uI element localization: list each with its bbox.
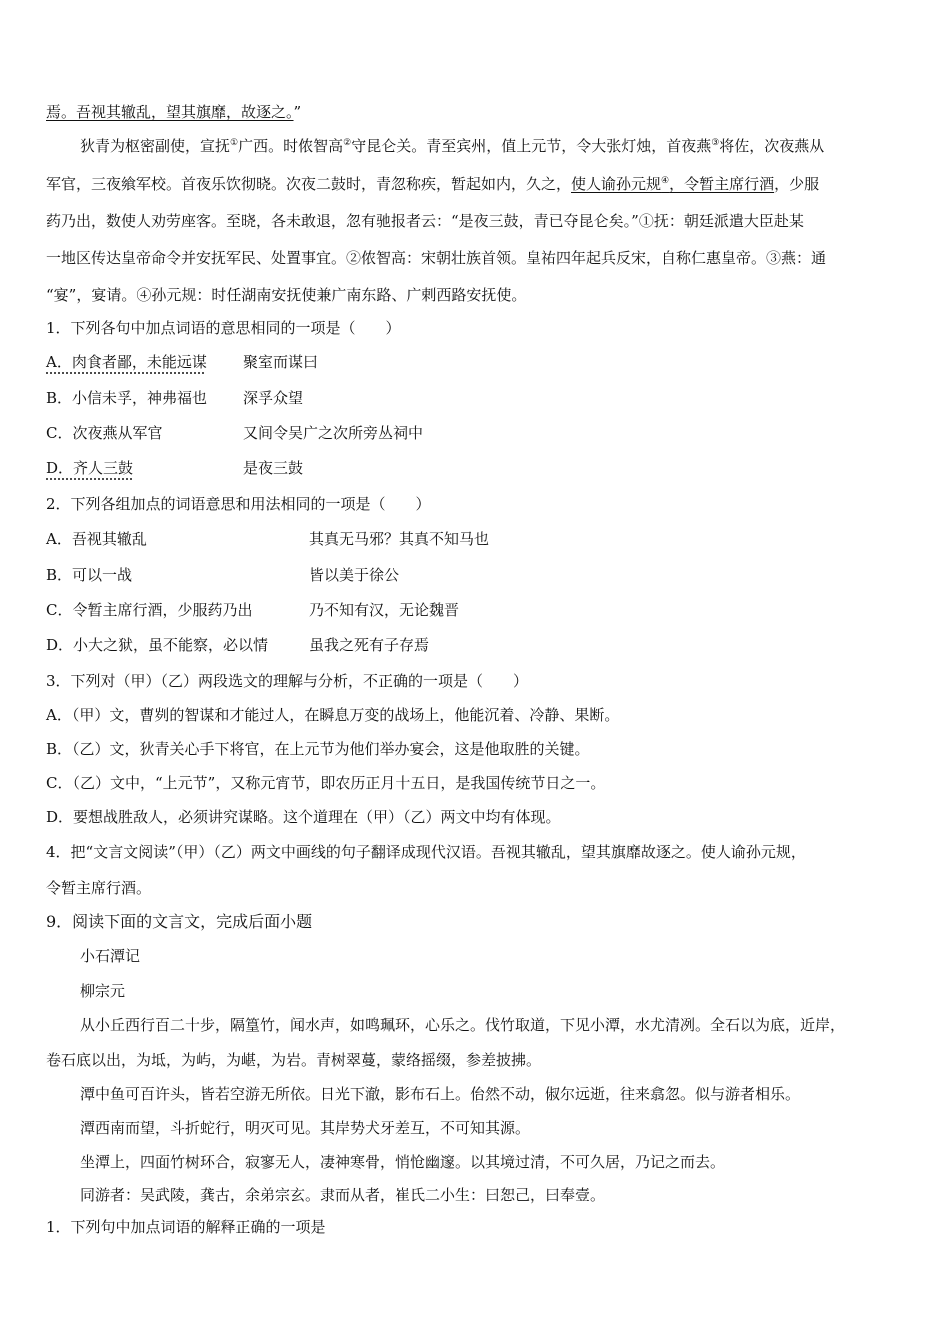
question-stem: 1．下列各句中加点词语的意思相同的一项是（ ） [46,319,401,337]
footnote-marker: ① [230,138,239,148]
text-author: 柳宗元 [80,982,126,1000]
option-d: D．小大之狱，虽不能察，必以情 [46,636,269,654]
option-a-pair: 聚室而谋曰 [243,353,319,371]
passage-line: 卷石底以出，为坻，为屿，为嵁，为岩。青树翠蔓，蒙络摇缀，参差披拂。 [46,1051,542,1069]
passage-line: 潭中鱼可百许头，皆若空游无所依。日光下澈，影布石上。佁然不动，俶尔远逝，往来翕忽。似与游者相乐。 [80,1085,801,1103]
option-c: C．令暂主席行酒，少服药乃出 [46,601,253,619]
option-b-pair: 皆以美于徐公 [309,566,400,584]
passage-line: 坐潭上，四面竹树环合，寂寥无人，凄神寒骨，悄怆幽邃。以其境过清，不可久居，乃记之而去。 [80,1153,726,1171]
option-c: C．（乙）文中，“上元节”，又称元宵节，即农历正月十五日，是我国传统节日之一。 [46,774,606,792]
option-b-pair: 深孚众望 [243,389,304,407]
option-a: A．（甲）文，曹刿的智谋和才能过人，在瞬息万变的战场上，他能沉着、冷静、果断。 [46,706,620,724]
underlined-sentence: 焉。吾视其辙乱，望其旗靡，故逐之。 [46,103,294,121]
option-a: A．吾视其辙乱 [46,530,147,548]
passage-line: 同游者：吴武陵，龚古，余弟宗玄。隶而从者，崔氏二小生：曰恕己，曰奉壹。 [80,1186,606,1204]
question-stem: 3．下列对（甲）（乙）两段选文的理解与分析，不正确的一项是（ ） [46,672,529,690]
passage-line: 狄青为枢密副使，宣抚①广西。时侬智高②守昆仑关。青至宾州，值上元节，令大张灯烛，首夜燕③将佐，次夜燕从 [80,137,825,155]
option-d-pair: 虽我之死有子存焉 [309,636,430,654]
underlined-sentence: 使人谕孙元规④，令暂主席行酒 [571,175,775,193]
passage-line: 军官，三夜飨军校。首夜乐饮彻晓。次夜二鼓时，青忽称疾，暂起如内，久之，使人谕孙元规④，令暂主席行酒，少服 [46,175,820,193]
option-c-pair: 乃不知有汉，无论魏晋 [309,601,460,619]
passage-line: 药乃出，数使人劝劳座客。至晓，各未敢退，忽有驰报者云：“是夜三鼓，青已夺昆仑矣。”①抚：朝廷派遣大臣赴某 [46,212,804,230]
text-title: 小石潭记 [80,947,141,965]
footnote-marker: ④ [661,176,670,186]
option-a-pair: 其真无马邪？其真不知马也 [309,530,490,548]
option-a: A．肉食者鄙，未能远谋 [46,353,207,371]
option-d: D．齐人三鼓 [46,459,134,477]
footnote-line: “宴”，宴请。④孙元规：时任湖南安抚使兼广南东路、广剌西路安抚使。 [46,286,527,304]
option-b: B．（乙）文，狄青关心手下将官，在上元节为他们举办宴会，这是他取胜的关键。 [46,740,590,758]
option-d: D．要想战胜敌人，必须讲究谋略。这个道理在（甲）（乙）两文中均有体现。 [46,808,561,826]
option-c: C．次夜燕从军官 [46,424,163,442]
passage-line: 焉。吾视其辙乱，望其旗靡，故逐之。” [46,103,302,121]
passage-line: 潭西南而望，斗折蛇行，明灭可见。其岸势犬牙差互，不可知其源。 [80,1119,531,1137]
option-c-pair: 又间令吴广之次所旁丛祠中 [243,424,424,442]
passage-line: 从小丘西行百二十步，隔篁竹，闻水声，如鸣珮环，心乐之。伐竹取道，下见小潭，水尤清冽。全石以为底，近岸， [80,1016,846,1034]
footnote-marker: ③ [711,138,720,148]
question-stem-cont: 令暂主席行酒。 [46,879,152,897]
question-stem: 1．下列句中加点词语的解释正确的一项是 [46,1218,326,1236]
section-heading: 9．阅读下面的文言文，完成后面小题 [46,912,313,931]
option-d-pair: 是夜三鼓 [243,459,304,477]
option-b: B．小信未孚，神弗福也 [46,389,208,407]
question-stem: 2．下列各组加点的词语意思和用法相同的一项是（ ） [46,495,431,513]
option-b: B．可以一战 [46,566,133,584]
question-stem: 4．把“文言文阅读”（甲）（乙）两文中画线的句子翻译成现代汉语。吾视其辙乱，望其旗靡故逐之。使人谕孙元规， [46,843,806,861]
footnote-line: 一地区传达皇帝命令并安抚军民、处置事宜。②侬智高：宋朝壮族首领。皇祐四年起兵反宋，自称仁惠皇帝。③燕：通 [46,249,827,267]
footnote-marker: ② [343,138,352,148]
